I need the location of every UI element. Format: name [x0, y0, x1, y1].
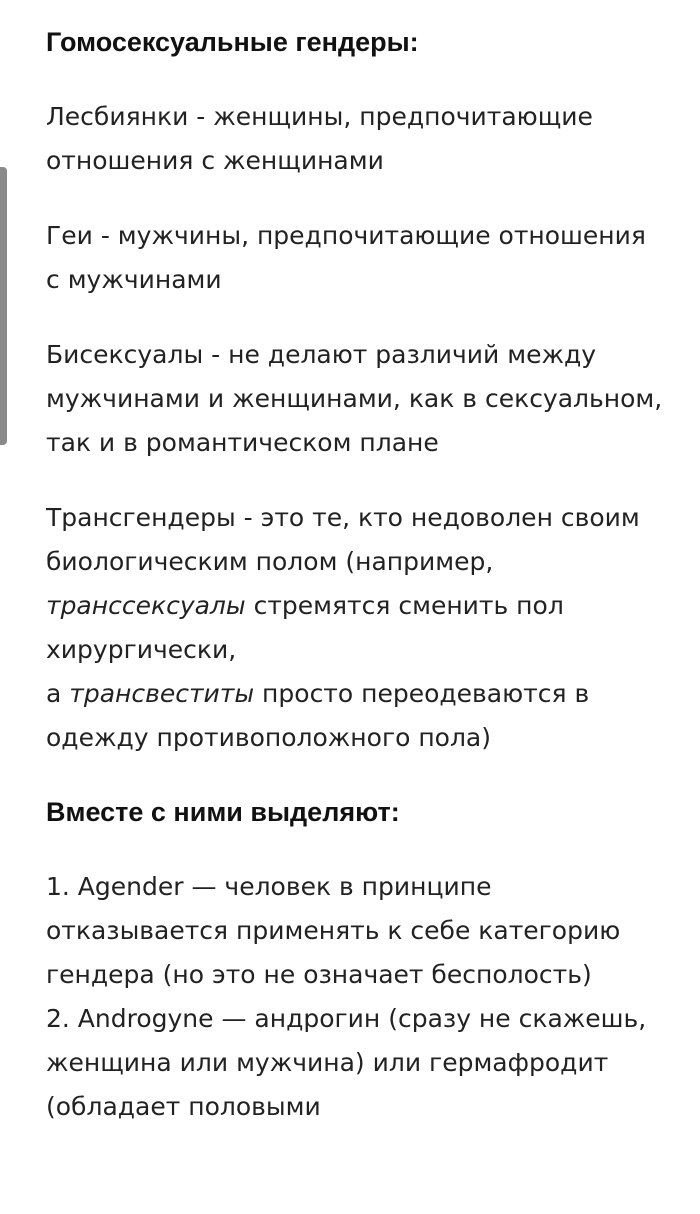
transgender-text-4: просто переодеваются в одежду противоположного пола): [46, 679, 590, 752]
list-item-androgyne: 2. Androgyne — андрогин (сразу не скажешь, женщина или мужчина) или гермафродит (обладает половыми: [46, 1004, 647, 1121]
transgender-text-1: Трансгендеры - это те, кто недоволен своим биологическим полом (например,: [46, 503, 640, 576]
term-transsexuals: транссексуалы: [46, 591, 246, 620]
section-heading-homosexual: Гомосексуальные гендеры:: [46, 27, 419, 57]
article-content: [46, 20, 666, 1129]
scroll-indicator[interactable]: [0, 167, 7, 445]
paragraph-gays: Геи - мужчины, предпочитающие отношения с мужчинами: [46, 221, 646, 294]
paragraph-bisexuals: Бисексуалы - не делают различий между мужчинами и женщинами, как в сексуальном, так и в романтическом плане: [46, 340, 663, 457]
transgender-text-2: стремятся сменить пол хирургически,: [46, 591, 564, 664]
paragraph-transgender: [46, 496, 666, 760]
transgender-text-3: а: [46, 679, 70, 708]
paragraph-lesbians: Лесбиянки - женщины, предпочитающие отношения с женщинами: [46, 102, 593, 175]
list-item-agender: 1. Agender — человек в принципе отказывается применять к себе категорию гендера (но это не означает бесполость): [46, 872, 621, 989]
term-transvestites: трансвеститы: [69, 679, 255, 708]
section-heading-also: Вместе с ними выделяют:: [46, 797, 400, 827]
